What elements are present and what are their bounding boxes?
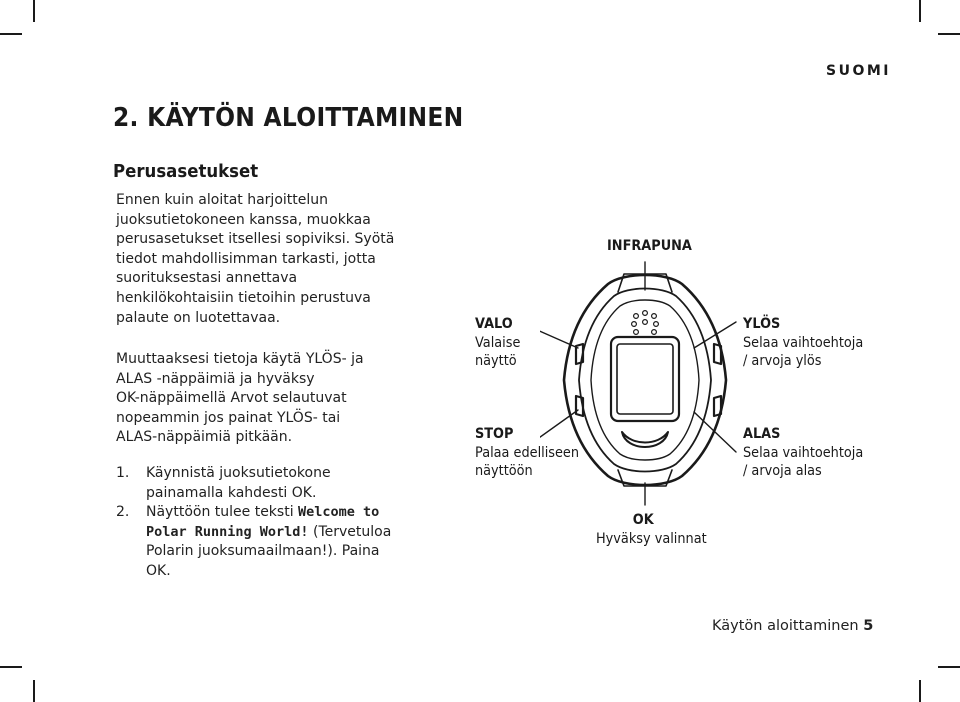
crop-mark xyxy=(938,33,960,35)
step-number: 1. xyxy=(116,465,130,481)
display-screen xyxy=(611,337,679,421)
step-text: Käynnistä juoksutietokone xyxy=(146,465,331,481)
intro-line: tiedot mahdollisimman tarkasti, jotta xyxy=(116,250,376,267)
crop-mark xyxy=(938,666,960,668)
label-down-title: ALAS xyxy=(743,426,781,442)
intro-line: henkilökohtaisiin tietoihin perustuva xyxy=(116,289,371,306)
label-down-desc: / arvoja alas xyxy=(743,463,822,479)
step-text-suffix: (Tervetuloa xyxy=(308,523,392,540)
label-light-desc: Valaise xyxy=(475,334,521,351)
instruction-paragraph xyxy=(116,350,416,448)
lcd-text: Welcome to xyxy=(298,504,380,521)
instruction-line: nopeammin jos painat YLÖS- tai xyxy=(116,409,341,426)
label-up xyxy=(743,315,863,371)
intro-line: suorituksestasi annettava xyxy=(116,270,298,287)
step-text: painamalla kahdesti OK. xyxy=(146,484,317,501)
label-stop-title: STOP xyxy=(475,426,514,442)
step-text xyxy=(146,523,391,543)
step-text: Polarin juoksumaailmaan!). Paina xyxy=(146,543,380,560)
label-down xyxy=(743,425,863,481)
footer-section: Käytön aloittaminen xyxy=(712,618,859,634)
label-stop-desc: Palaa edelliseen xyxy=(475,444,580,461)
step-item xyxy=(116,464,391,503)
page-footer xyxy=(712,618,873,634)
step-text: OK. xyxy=(146,562,171,579)
ok-button xyxy=(622,432,668,447)
instruction-line: ALAS-näppäimiä pitkään. xyxy=(116,429,293,446)
step-number: 2. xyxy=(116,504,130,521)
label-ok xyxy=(596,511,707,548)
page-number: 5 xyxy=(863,618,874,634)
label-up-desc: / arvoja ylös xyxy=(743,353,822,369)
intro-line: Ennen kuin aloitat harjoittelun xyxy=(116,192,329,208)
infrared-window xyxy=(632,311,659,335)
watch-body xyxy=(564,275,726,485)
instruction-line: OK-näppäimellä Arvot selautuvat xyxy=(116,390,347,407)
crop-mark xyxy=(33,680,35,702)
intro-line: juoksutietokoneen kanssa, muokkaa xyxy=(116,211,371,228)
crop-mark xyxy=(919,0,921,22)
label-light-desc: näyttö xyxy=(475,353,517,369)
intro-paragraph xyxy=(116,191,416,328)
label-up-title: YLÖS xyxy=(743,316,781,332)
label-ok-desc: Hyväksy valinnat xyxy=(596,530,707,547)
step-text xyxy=(146,503,391,523)
label-up-desc: Selaa vaihtoehtoja xyxy=(743,334,864,351)
label-down-desc: Selaa vaihtoehtoja xyxy=(743,444,864,461)
instruction-line: Muuttaaksesi tietoja käytä YLÖS- ja xyxy=(116,351,364,367)
crop-mark xyxy=(33,0,35,22)
language-header: SUOMI xyxy=(826,63,891,79)
lcd-text: Polar Running World! xyxy=(146,523,309,540)
label-stop-desc: näyttöön xyxy=(475,463,533,479)
crop-mark xyxy=(0,666,22,668)
chapter-title: 2. KÄYTÖN ALOITTAMINEN xyxy=(113,103,464,133)
label-stop xyxy=(475,425,579,481)
crop-mark xyxy=(919,680,921,702)
step-text-prefix: Näyttöön tulee teksti xyxy=(146,504,299,521)
label-light-title: VALO xyxy=(475,316,513,332)
intro-line: palaute on luotettavaa. xyxy=(116,309,281,326)
steps-list xyxy=(116,464,391,582)
label-infrared: INFRAPUNA xyxy=(607,238,692,254)
intro-line: perusasetukset itsellesi sopiviksi. Syötä xyxy=(116,231,395,248)
label-light xyxy=(475,315,520,371)
label-ok-title: OK xyxy=(632,512,654,528)
step-item xyxy=(116,503,391,581)
crop-mark xyxy=(0,33,22,35)
instruction-line: ALAS -näppäimiä ja hyväksy xyxy=(116,370,315,387)
section-title: Perusasetukset xyxy=(113,161,259,182)
strap-lugs xyxy=(618,274,672,486)
